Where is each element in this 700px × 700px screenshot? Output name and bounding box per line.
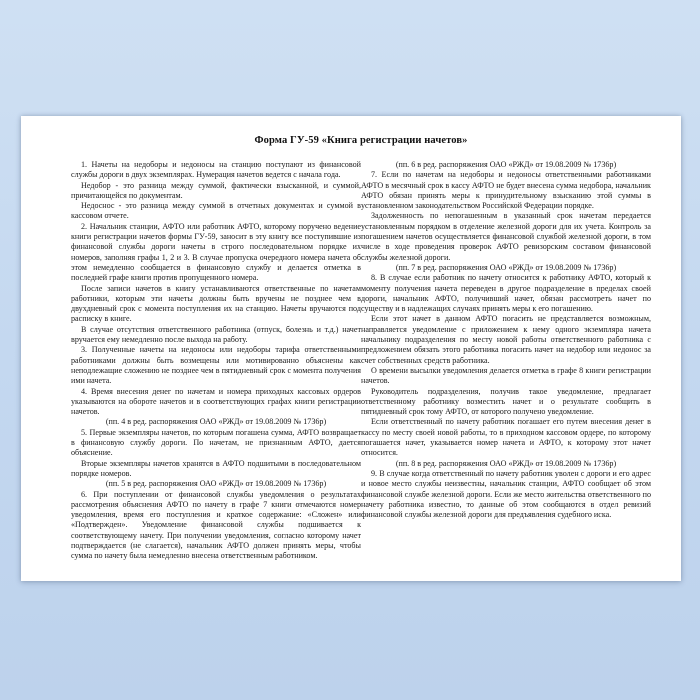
paragraph: 9. В случае когда ответственный по начету работник уволен с дороги и его адрес и новое место службы неизвестны, начальник станции, АФТО сообщает об этом финансовой службе железной дороги. Если же место жительства ответственного по начету работника известно, то данные об этом сообщаются в отдел ревизий финансовой службы железной дороги для предъявления судебного иска.: [361, 468, 651, 520]
paragraph: 4. Время внесения денег по начетам и номера приходных кассовых ордеров указываются на обороте начетов и в соответствующих графах книги регистрации начетов.: [71, 386, 361, 417]
amendment-note: (пп. 4 в ред. распоряжения ОАО «РЖД» от 19.08.2009 № 1736р): [105, 417, 327, 427]
paragraph: О времени высылки уведомления делается отметка в графе 8 книги регистрации начетов.: [361, 365, 651, 386]
paragraph: Руководитель подразделения, получив такое уведомление, предлагает ответственному работнику возместить начет и о результате сообщить в пятидневный срок тому АФТО, от которого получено уведомление.: [361, 386, 651, 417]
paragraph: Недобор - это разница между суммой, фактически взысканной, и суммой, причитающейся по документам.: [71, 180, 361, 200]
paragraph: 5. Первые экземпляры начетов, по которым погашена сумма, АФТО возвращает в финансовую службу дороги. По начетам, не признанным АФТО, дается объяснение.: [71, 427, 361, 458]
text-columns: [71, 160, 651, 562]
page-title: Форма ГУ-59 «Книга регистрации начетов»: [254, 135, 468, 146]
paragraph: 8. В случае если работник по начету относится к работнику АФТО, который к моменту получения начета переведен в другое подразделение в пределах своей дороги, начальник АФТО, получивший начет, обязан рассмотреть начет по существу и в надлежащих случаях принять меры к его погашению.: [361, 273, 651, 314]
paragraph: Вторые экземпляры начетов хранятся в АФТО подшитыми в последовательном порядке номеров.: [71, 458, 361, 478]
paragraph: 3. Полученные начеты на недоносы или недоборы тарифа ответственными работниками должны быть возмещены или мотивированно объяснены как неподлежащие сложению не позднее чем в пятидневный срок с момента получения ими начета.: [71, 345, 361, 386]
amendment-note: (пп. 8 в ред. распоряжения ОАО «РЖД» от 19.08.2009 № 1736р): [395, 458, 617, 468]
paragraph: 6. При поступлении от финансовой службы уведомления о результатах рассмотрения объяснения АФТО по начету в графе 7 книги отмечаются номер уведомления, время его поступления и краткое содержание: «Сложен» или «Подтвержден». Уведомление финансовой службы подшивается к соответствующему начету. При получении уведомления, согласно которому начет подтверждается (не слагается), начальник АФТО должен принять меры, чтобы сумма по начету была немедленно внесена ответственным работником.: [71, 489, 361, 561]
paragraph: Если этот начет в данном АФТО погасить не представляется возможным, направляется уведомление с приложением к нему одного экземпляра начета начальнику подразделения по месту новой работы ответственного работника с предложением обязать этого работника погасить начет на недобор или недонос за счет собственных средств работника.: [361, 314, 651, 365]
paragraph: 2. Начальник станции, АФТО или работник АФТО, которому поручено ведение книги регистрации начетов формы ГУ-59, заносит в эту книгу все поступившие из финансовой службы дороги начеты в строго последовательном порядке их номеров, заполняя графы 1, 2 и 3. В случае пропуска очередного номера начета об этом немедленно сообщается в финансовую службу и делается отметка в последней графе книги против пропущенного номера.: [71, 221, 361, 283]
paragraph: В случае отсутствия ответственного работника (отпуск, болезнь и т.д.) начет вручается ему немедленно после выхода на работу.: [71, 324, 361, 345]
document-page: [21, 116, 681, 581]
amendment-note: (пп. 7 в ред. распоряжения ОАО «РЖД» от 19.08.2009 № 1736р): [395, 262, 617, 272]
paragraph: 7. Если по начетам на недоборы и недоносы ответственными работниками АФТО в месячный срок в кассу АФТО не будет внесена сумма недобора, начальник АФТО обязан принять меры к принудительному взысканию этой суммы в установленном законодательством Российской Федерации порядке.: [361, 170, 651, 211]
paragraph: Если ответственный по начету работник погашает его путем внесения денег в кассу по месту своей новой работы, то в приходном кассовом ордере, по которому погашается начет, указывается номер начета и АФТО, к которому этот начет относится.: [361, 417, 651, 458]
paragraph: 1. Начеты на недоборы и недоносы на станцию поступают из финансовой службы дороги в двух экземплярах. Нумерация начетов ведется с начала года.: [71, 160, 361, 180]
amendment-note: (пп. 6 в ред. распоряжения ОАО «РЖД» от 19.08.2009 № 1736р): [395, 160, 617, 169]
right-column: [361, 160, 651, 562]
paragraph: Задолженность по непогашенным в указанный срок начетам передается установленным порядком в отделение железной дороги для их учета. Контроль за погашением начетов осуществляется финансовой службой железной дороги, в том числе в ходе проведения проверок АФТО ревизорским составом финансовой службы железной дороги.: [361, 211, 651, 262]
paragraph: Недоснос - это разница между суммой в отчетных документах и суммой в кассовом отчете.: [71, 201, 361, 221]
left-column: [71, 160, 361, 562]
amendment-note: (пп. 5 в ред. распоряжения ОАО «РЖД» от 19.08.2009 № 1736р): [105, 479, 327, 489]
paragraph: После записи начетов в книгу устанавливаются ответственные по начетам работники, которым эти начеты должны быть вручены не позднее чем в двухдневный срок с момента поступления их на станцию. Начеты вручаются под расписку в книге.: [71, 283, 361, 324]
